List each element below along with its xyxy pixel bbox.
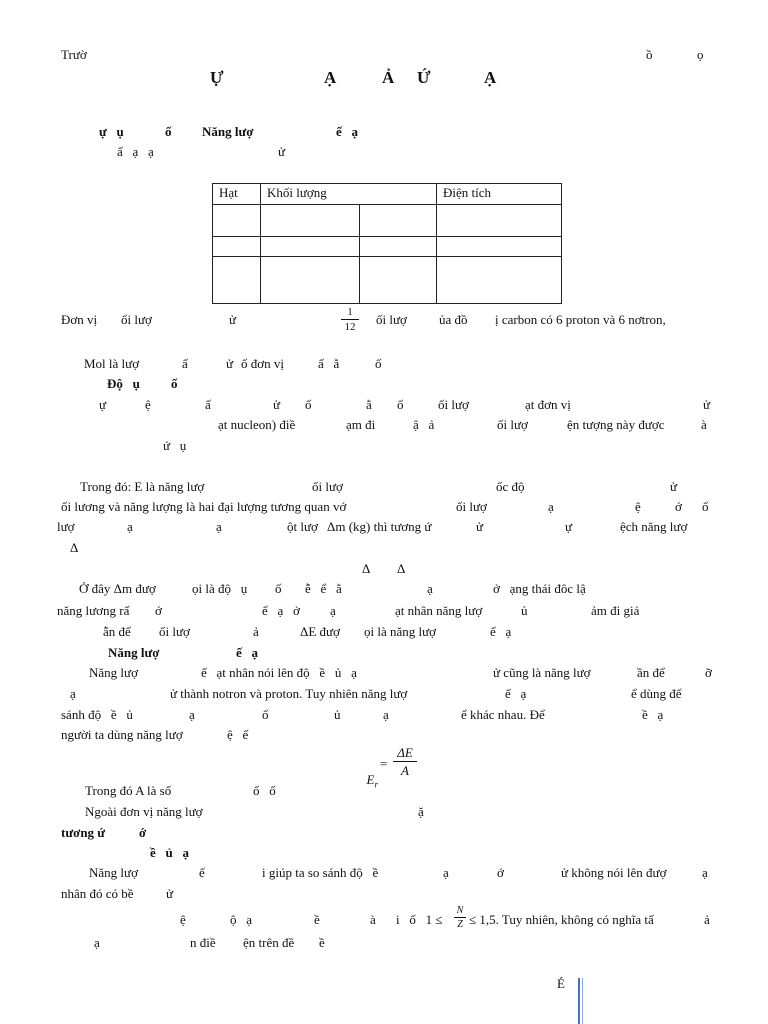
section5-l4-b: ệ ế <box>227 727 249 742</box>
section7-l3-f: ≤ 1,5. Tuy nhiên, không có nghĩa tấ <box>469 912 654 927</box>
section2-l1-a: ự <box>99 397 107 412</box>
section7-l1-g: ạ <box>702 865 708 880</box>
section2-l1-c: ấ <box>205 397 211 412</box>
section3-l2-d: ệ <box>635 499 641 514</box>
fraction-n: N <box>456 905 464 916</box>
section7-l3-g: ả <box>704 912 710 927</box>
section1-heading-d: ế ạ <box>336 124 359 139</box>
section5-l3-d: ủ <box>334 707 341 722</box>
section2-l1-d: ử <box>273 397 281 412</box>
section4-l2-b: ớ <box>155 603 162 618</box>
formula-lhs-subscript: r <box>374 779 378 790</box>
formula-denominator: A <box>401 763 409 778</box>
section5-l1-d: ần để <box>637 665 665 680</box>
section5-l3-b: ạ <box>189 707 195 722</box>
fraction-n-over-z <box>454 905 466 930</box>
section7-l4-a: ạ <box>94 935 100 950</box>
section7-l4-b: n điề <box>190 935 216 950</box>
section5-l2-c: ế ạ <box>505 686 527 701</box>
section2-l1-e: ố <box>305 397 312 412</box>
section2-l3: ứ ụ <box>163 438 187 453</box>
section3-l1-b: ối lượ <box>312 479 343 494</box>
section5-l1-c: ử cũng là năng lượ <box>493 665 591 680</box>
section7-l3-d: à <box>370 912 376 927</box>
table-row <box>213 257 562 304</box>
section3-l2-a: ối lương và năng lượng là hai đại lượng tương quan vớ <box>61 499 347 514</box>
section2-l1-g: ố <box>397 397 404 412</box>
section4-l1-e: ạ <box>427 581 433 596</box>
section6-l2-b: ặ <box>418 804 424 819</box>
section5-l1-e: ỡ <box>705 665 712 680</box>
title-part-4: Ứ <box>417 68 431 87</box>
table-cell <box>360 257 437 304</box>
table-cell <box>261 205 360 237</box>
section2-l1-i: ạt đơn vị <box>525 397 571 412</box>
table-cell <box>437 257 562 304</box>
section2-l2-b: ạm đi <box>346 417 376 432</box>
section4-l2-c: ế ạ ở <box>262 603 300 618</box>
header-right-b: ọ <box>697 47 704 62</box>
title-part-1: Ự <box>210 68 224 87</box>
section7-l4-d: ề <box>319 935 325 950</box>
title-part-3: Ả <box>382 68 395 87</box>
table-cell <box>261 237 360 257</box>
delta-a: Δ <box>362 561 371 576</box>
section5-l2-b: ử thành notron và proton. Tuy nhiên năng lượ <box>170 686 408 701</box>
unit-text-c: ử <box>229 312 237 327</box>
section2-l2-a: ạt nucleon) điề <box>218 417 296 432</box>
footer-mark: É <box>557 976 565 991</box>
title-part-2: Ạ <box>324 68 337 87</box>
formula-fraction <box>393 745 417 778</box>
section1-heading-a: ự ụ <box>99 124 124 139</box>
section2-l1-f: ằ <box>366 397 372 412</box>
section4-l3-b: ối lượ <box>159 624 190 639</box>
section4-l3-a: ẫn để <box>103 624 131 639</box>
table-cell <box>360 237 437 257</box>
page-edge-line-secondary <box>582 978 583 1024</box>
section7-l1-c: i giúp ta so sánh độ ề <box>262 865 379 880</box>
section6-l3-b: ớ <box>139 825 147 840</box>
section4-l2-g: ảm đi giả <box>591 603 640 618</box>
section7-l1-e: ớ <box>497 865 504 880</box>
section7-l2-b: ử <box>166 886 174 901</box>
section3-l3-g: ự <box>565 519 573 534</box>
section5-l3-e: ạ <box>383 707 389 722</box>
section7-heading: ề ủ ạ <box>150 845 189 860</box>
particle-table <box>212 183 562 304</box>
section5-l2-d: ể dùng để <box>631 686 682 701</box>
formula-numerator: ΔE <box>397 745 413 760</box>
section6-l2-a: Ngoài đơn vị năng lượ <box>85 804 203 819</box>
section1-sub-b: ử <box>278 144 286 159</box>
table-header-particle: Hạt <box>213 184 261 205</box>
section5-l4-a: người ta dùng năng lượ <box>61 727 183 742</box>
section3-l3-c: ạ <box>216 519 222 534</box>
header-right-a: ồ <box>646 47 653 62</box>
table-header-mass: Khối lượng <box>261 184 437 205</box>
section3-l3-a: lượ <box>57 519 75 534</box>
table-row <box>213 205 562 237</box>
section5-l3-c: ố <box>262 707 269 722</box>
section4-l1-b: ọi là độ ụ <box>192 581 248 596</box>
section3-l3-b: ạ <box>127 519 133 534</box>
section7-l3-b: ộ ạ <box>230 912 253 927</box>
header-left: Trườ <box>61 47 87 62</box>
section4-l3-f: ế ạ <box>490 624 512 639</box>
section7-l2-a: nhân đó có bề <box>61 886 134 901</box>
table-row <box>213 237 562 257</box>
fraction-bar <box>341 319 359 320</box>
formula-lhs <box>360 756 378 793</box>
section2-heading-a: Độ ụ <box>107 376 140 391</box>
section1-heading-b: ố <box>165 124 172 139</box>
section3-l1-c: ốc độ <box>496 479 525 494</box>
unit-text-a: Đơn vị <box>61 312 98 327</box>
section3-l2-f: ố <box>702 499 709 514</box>
section1-heading-c: Năng lượ <box>202 124 254 139</box>
section4-l2-a: năng lương rấ <box>57 603 130 618</box>
section3-l1-d: ử <box>670 479 678 494</box>
section5-l1-b: ế ạt nhân nói lên độ ề ủ ạ <box>201 665 357 680</box>
section4-l1-c: ố <box>275 581 282 596</box>
section7-l1-b: ế <box>199 865 205 880</box>
delta-b: Δ <box>397 561 406 576</box>
mol-text-b: ấ <box>182 356 188 371</box>
fraction-one-twelfth <box>341 306 359 333</box>
section2-l2-e: ện tượng này được <box>567 417 665 432</box>
section3-l3-e: Δm (kg) thì tương ứ <box>327 519 432 534</box>
section7-l1-d: ạ <box>443 865 449 880</box>
section5-l2-a: ạ <box>70 686 76 701</box>
section5-l3-g: ề ạ <box>642 707 664 722</box>
section5-l1-a: Năng lượ <box>89 665 138 680</box>
section5-l3-f: ể khác nhau. Để <box>461 707 545 722</box>
section5-l3-a: sánh độ ề ủ <box>61 707 133 722</box>
table-cell <box>213 237 261 257</box>
fraction-numerator: 1 <box>347 306 353 318</box>
table-cell <box>360 205 437 237</box>
title-part-5: Ạ <box>484 68 497 87</box>
section4-l1-a: Ở đây Δm đượ <box>79 581 156 596</box>
mol-text-a: Mol là lượ <box>84 356 140 371</box>
section2-l2-f: à <box>701 417 707 432</box>
section6-l1-a: Trong đó A là số <box>85 783 172 798</box>
section2-l2-d: ối lượ <box>497 417 528 432</box>
mol-text-c: ử <box>226 356 234 371</box>
table-cell <box>213 205 261 237</box>
section3-l2-b: ối lượ <box>456 499 487 514</box>
section2-heading-b: ố <box>171 376 178 391</box>
section3-l1-a: Trong đó: E là năng lượ <box>80 479 205 494</box>
section7-l1-a: Năng lượ <box>89 865 138 880</box>
table-cell <box>261 257 360 304</box>
fraction-denominator: 12 <box>344 321 356 333</box>
section3-l3-h: ệch năng lượ <box>620 519 688 534</box>
section4-l3-c: ả <box>253 624 259 639</box>
formula-equals: = <box>380 756 388 771</box>
mol-text-d: ố đơn vị <box>241 356 284 371</box>
formula-bar <box>393 761 417 762</box>
section3-l3-f: ử <box>476 519 484 534</box>
section7-l1-f: ử không nói lên đượ <box>561 865 667 880</box>
section3-l2-c: ạ <box>548 499 554 514</box>
table-cell <box>213 257 261 304</box>
section4-l3-d: ΔE đượ <box>300 624 340 639</box>
section4-l1-f: ở ạng thái đôc lậ <box>493 581 586 596</box>
section3-l2-e: ớ <box>675 499 682 514</box>
fraction-z: Z <box>457 919 463 930</box>
section6-l3-a: tương ứ <box>61 825 106 840</box>
page-edge-line <box>578 978 580 1024</box>
section5-heading-b: ế ạ <box>236 645 259 660</box>
section4-l2-d: ạ <box>330 603 336 618</box>
unit-text-b: ối lượ <box>121 312 152 327</box>
section4-l1-d: ễ ể ằ <box>305 581 342 596</box>
formula-lhs-symbol: E <box>366 772 375 787</box>
section4-l3-e: ọi là năng lượ <box>364 624 437 639</box>
table-cell <box>437 237 562 257</box>
section6-l1-b: ố ố <box>253 783 276 798</box>
section4-l2-f: ủ <box>521 603 528 618</box>
table-cell <box>437 205 562 237</box>
mol-text-e: ấ ằ <box>318 356 340 371</box>
section2-l1-h: ối lượ <box>438 397 469 412</box>
section2-l1-b: ệ <box>145 397 151 412</box>
unit-text-d: ối lượ <box>376 312 407 327</box>
fraction-nz-bar <box>454 917 466 918</box>
unit-text-e: ủa đồ <box>439 312 468 327</box>
table-header-charge: Điện tích <box>437 184 562 205</box>
section7-l3-c: ề <box>314 912 320 927</box>
section7-l3-e: i ố 1 ≤ <box>396 912 443 927</box>
section7-l3-a: ệ <box>180 912 186 927</box>
section3-l3-d: ột lượ <box>287 519 318 534</box>
section4-l2-e: ạt nhân năng lượ <box>395 603 483 618</box>
section2-l2-c: ậ ả <box>413 417 435 432</box>
section5-heading-a: Năng lượ <box>108 645 160 660</box>
section2-l1-j: ử <box>703 397 711 412</box>
mol-text-f: ố <box>375 356 382 371</box>
section7-l4-c: ện trên đề <box>243 935 295 950</box>
unit-text-f: ị carbon có 6 proton và 6 nơtron, <box>495 312 666 327</box>
section1-sub-a: ấ ạ ạ <box>117 144 154 159</box>
section3-l4: Δ <box>70 540 79 555</box>
